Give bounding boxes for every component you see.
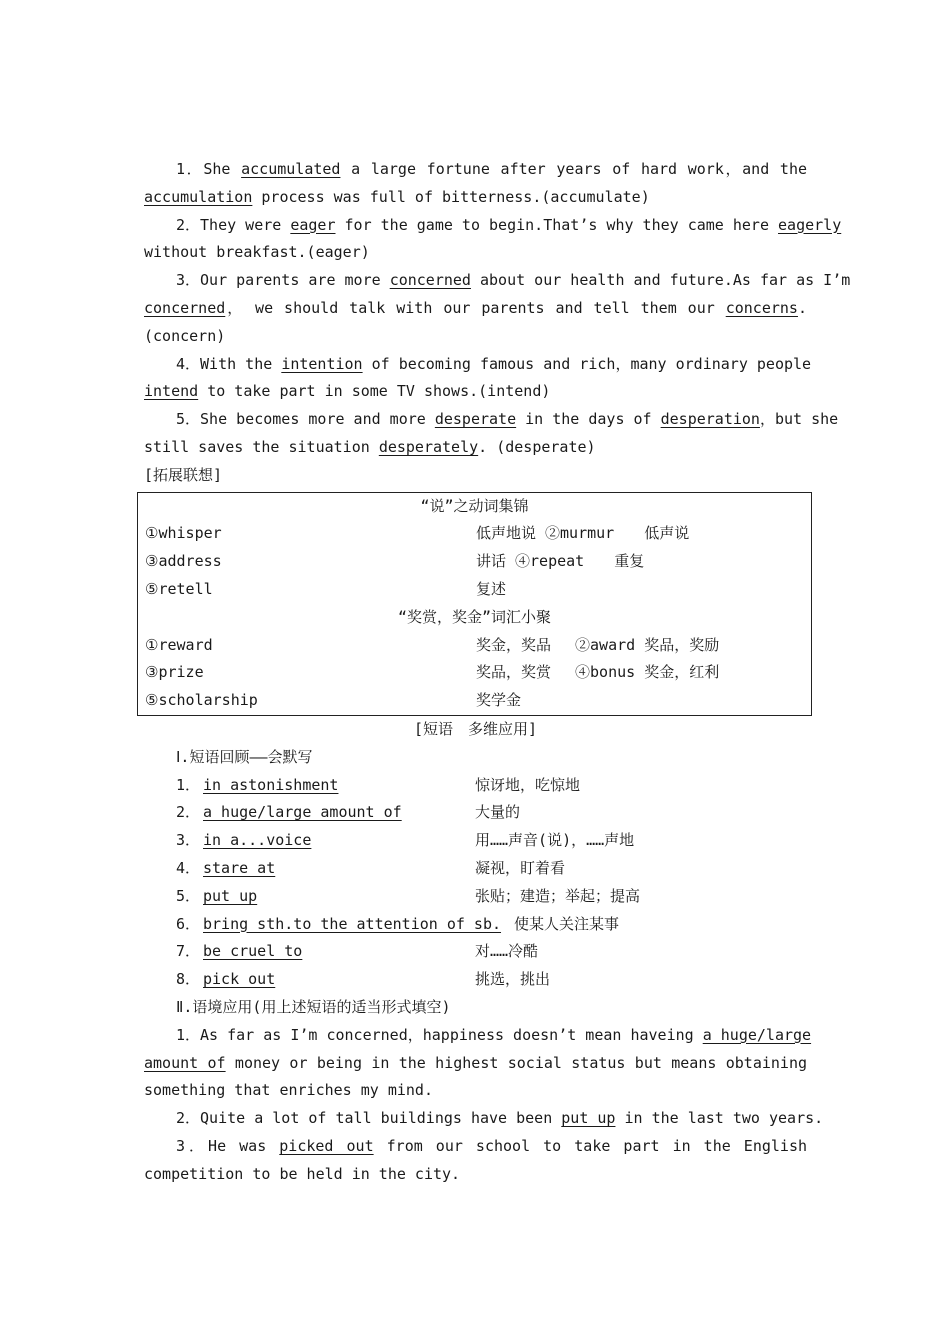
box-title-reward-words: “奖赏，奖金”词汇小聚 — [397, 607, 552, 626]
exercise-3-line-2: competition to be held in the city. — [144, 1164, 461, 1183]
expand-label: [拓展联想] — [144, 465, 223, 484]
answer-blank: concerns — [725, 298, 798, 317]
answer-blank: intention — [281, 354, 363, 373]
box-title-say-verbs: “说”之动词集锦 — [420, 496, 529, 515]
exercise-3-line-1: 3．He was picked out from our school to take part in the English — [176, 1136, 808, 1155]
answer-blank: concerned — [389, 271, 471, 290]
document-page — [144, 156, 851, 1188]
sentence-1-line-1: 1．She accumulated a large fortune after years of hard work，and the — [176, 160, 808, 178]
answer-blank: picked out — [279, 1136, 374, 1155]
part-2-title: Ⅱ.语境应用(用上述短语的适当形式填空) — [176, 997, 451, 1016]
part-1-title: Ⅰ.短语回顾——会默写 — [176, 747, 313, 766]
answer-blank: put up — [561, 1109, 616, 1128]
answer-blank: a huge/large — [702, 1025, 812, 1044]
phrase-item: 8． pick out 挑选，挑出 — [176, 970, 551, 989]
sentence-3-line-2: concerned， we should talk with our parents and tell them our concerns. — [144, 298, 807, 317]
sentence-3-line-3: (concern) — [144, 326, 226, 345]
vocabulary-box — [137, 492, 812, 716]
answer-blank: desperate — [434, 410, 517, 429]
exercise-1-line-1: 1．As far as I’m concerned，happiness doesn’t mean haveing a huge/large — [176, 1025, 812, 1044]
phrase-item: 2． a huge/large amount of 大量的 — [176, 803, 521, 822]
sentence-5-line-2: still saves the situation desperately. (desperate) — [144, 437, 596, 456]
sentence-4-line-2: intend to take part in some TV shows.(intend) — [144, 382, 551, 401]
answer-blank: accumulation — [144, 187, 253, 206]
box-row: ①whisper 低声地说 ②murmur 低声说 — [145, 524, 690, 543]
answer-blank: eagerly — [778, 215, 842, 234]
box-row: ③prize 奖品，奖赏 ④bonus 奖金，红利 — [145, 663, 720, 682]
answer-blank: desperation — [660, 410, 760, 429]
phrase-item: 1． in astonishment 惊讶地，吃惊地 — [176, 775, 581, 794]
sentence-2-line-1: 2．They were eager for the game to begin.That’s why they came here eagerly — [176, 215, 842, 234]
sentence-3-line-1: 3．Our parents are more concerned about our health and future.As far as I’m — [176, 271, 851, 290]
sentence-2-line-2: without breakfast.(eager) — [144, 243, 370, 262]
sentence-1-line-2: accumulation process was full of bitterness.(accumulate) — [144, 187, 650, 206]
answer-blank: intend — [144, 382, 199, 401]
box-row: ①reward 奖金，奖品 ②award 奖品，奖励 — [145, 635, 720, 654]
sentence-4-line-1: 4．With the intention of becoming famous and rich，many ordinary people — [176, 354, 812, 373]
exercise-1-line-2: amount of money or being in the highest social status but means obtaining — [144, 1053, 807, 1072]
phrase-item: 7． be cruel to 对……冷酷 — [176, 942, 539, 961]
exercise-2-line-1: 2．Quite a lot of tall buildings have been put up in the last two years. — [176, 1109, 824, 1128]
box-row: ③address 讲话 ④repeat 重复 — [145, 552, 645, 571]
answer-blank: desperately — [378, 437, 479, 456]
box-row: ⑤retell 复述 — [145, 579, 507, 598]
sentence-5-line-1: 5．She becomes more and more desperate in the days of desperation，but she — [176, 410, 839, 429]
phrase-item: 4． stare at 凝视，盯着看 — [176, 858, 566, 877]
box-row: ⑤scholarship 奖学金 — [145, 691, 522, 710]
answer-blank: eager — [290, 215, 336, 234]
exercise-1-line-3: something that enriches my mind. — [144, 1081, 433, 1100]
answer-blank: accumulated — [241, 160, 341, 178]
phrase-item: 5． put up 张贴；建造；举起；提高 — [176, 886, 641, 905]
phrase-item: 6． bring sth.to the attention of sb. 使某人关注某事 — [176, 914, 620, 933]
answer-blank: amount of — [144, 1053, 226, 1072]
answer-blank: concerned — [144, 298, 226, 317]
phrase-header: [短语 多维应用] — [413, 719, 538, 738]
phrase-item: 3． in a...voice 用……声音(说)，……声地 — [176, 831, 635, 850]
